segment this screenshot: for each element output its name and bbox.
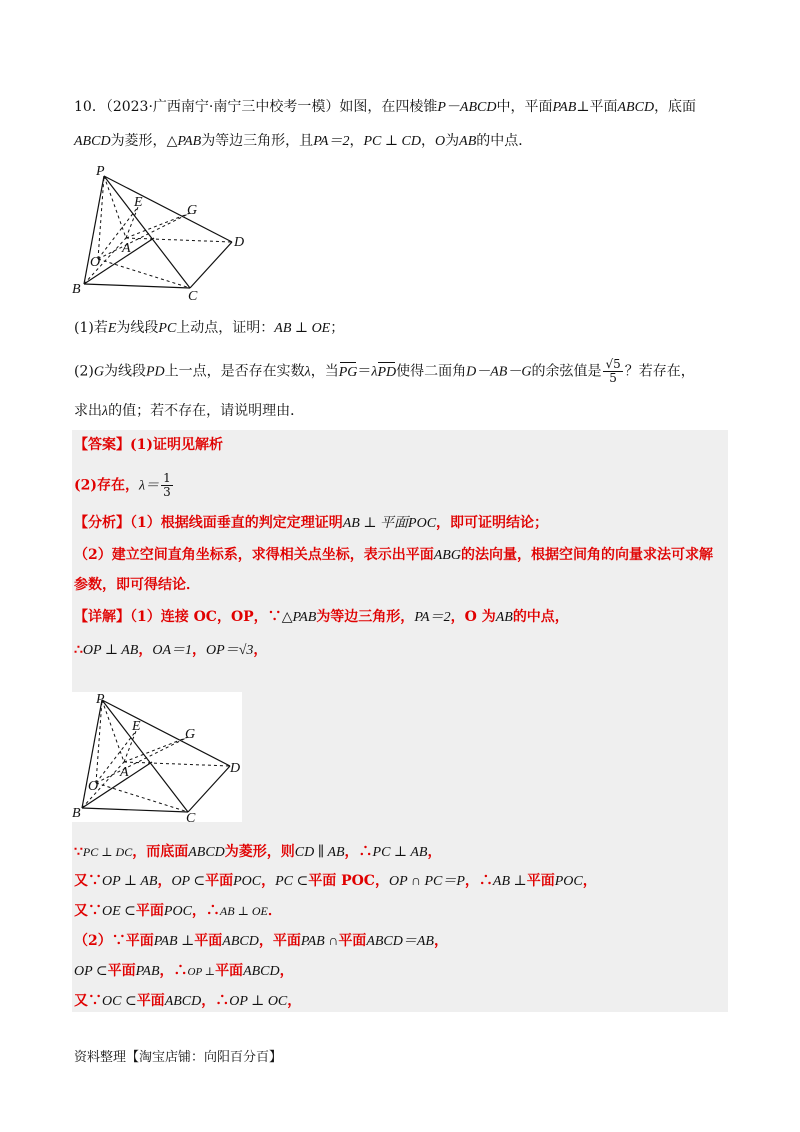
fraction-one-third: $\frac{1}{3}$ (163, 471, 171, 499)
detail-line-8: 又∵OC ⊂平面ABCD，∴OP ⊥ OC， (74, 993, 302, 1009)
fraction-sqrt5-over-5: $\frac{√5}{5}$ (605, 357, 621, 385)
label-c-2: C (186, 811, 196, 822)
analysis-line-3: 参数，即可得结论． (74, 577, 200, 593)
part-2: (2)G为线段PD上一点，是否存在实数λ，当PG＝λPD使得二面角D－AB－G的余弦值是 $\frac{√5}{5}$ ？若存在， (74, 357, 695, 385)
detail-line-5: 又∵OE ⊂平面POC，∴AB ⊥ OE． (74, 903, 282, 919)
part-1: (1)若E为线段PC上动点，证明：AB ⊥ OE； (74, 320, 345, 336)
label-p: P (96, 164, 105, 179)
label-c: C (188, 289, 198, 300)
pyramid-figure (66, 162, 266, 300)
analysis-line-2: （2）建立空间直角坐标系，求得相关点坐标，表示出平面ABG的法向量，根据空间角的向量求法可求解 (74, 547, 713, 563)
label-a-2: A (120, 765, 129, 780)
detail-line-6: （2）∵平面PAB ⊥平面ABCD，平面PAB ∩平面ABCD＝AB， (74, 933, 448, 949)
answer-line-2: (2)存在，λ＝ $\frac{1}{3}$ (74, 471, 171, 499)
page-footer: 资料整理【淘宝店铺：向阳百分百】 (74, 1050, 283, 1065)
label-b: B (72, 282, 81, 297)
detail-line-2: ∴OP ⊥ AB，OA＝1，OP＝√3， (74, 642, 268, 658)
analysis-line-1: 【分析】（1）根据线面垂直的判定定理证明AB ⊥ 平面POC，即可证明结论； (74, 515, 549, 531)
part-2-line-2: 求出λ的值；若不存在，请说明理由． (74, 403, 305, 419)
label-b-2: B (72, 806, 81, 821)
detail-line-1: 【详解】（1）连接 OC，OP，∵△PAB为等边三角形，PA＝2，O 为AB的中点， (74, 609, 569, 625)
answer-line-1: 【答案】(1)证明见解析 (74, 437, 223, 453)
label-o-2: O (88, 779, 99, 794)
detail-line-4: 又∵OP ⊥ AB，OP ⊂平面POC，PC ⊂平面 POC，OP ∩ PC＝P，∴AB ⊥平面POC， (74, 873, 597, 889)
label-d: D (234, 235, 245, 250)
detail-line-3: ∵PC ⊥ DC，而底面ABCD为菱形，则CD ∥ AB，∴PC ⊥ AB， (74, 844, 442, 860)
question-line-1: 10．（2023·广西南宁·南宁三中校考一模）如图，在四棱锥P－ABCD中，平面PAB⊥平面ABCD，底面 (74, 99, 697, 115)
pyramid-figure-repeat (72, 692, 242, 822)
label-a: A (122, 241, 131, 256)
label-o: O (90, 255, 101, 270)
label-g: G (187, 203, 198, 218)
label-e: E (134, 195, 143, 210)
label-e-2: E (132, 719, 141, 734)
label-d-2: D (230, 761, 241, 776)
label-g-2: G (185, 727, 196, 742)
detail-line-7: OP ⊂平面PAB，∴OP ⊥平面ABCD， (74, 963, 294, 979)
label-p-2: P (96, 692, 105, 707)
question-line-2: ABCD为菱形，△PAB为等边三角形，且PA＝2，PC ⊥ CD，O为AB的中点． (74, 133, 533, 149)
